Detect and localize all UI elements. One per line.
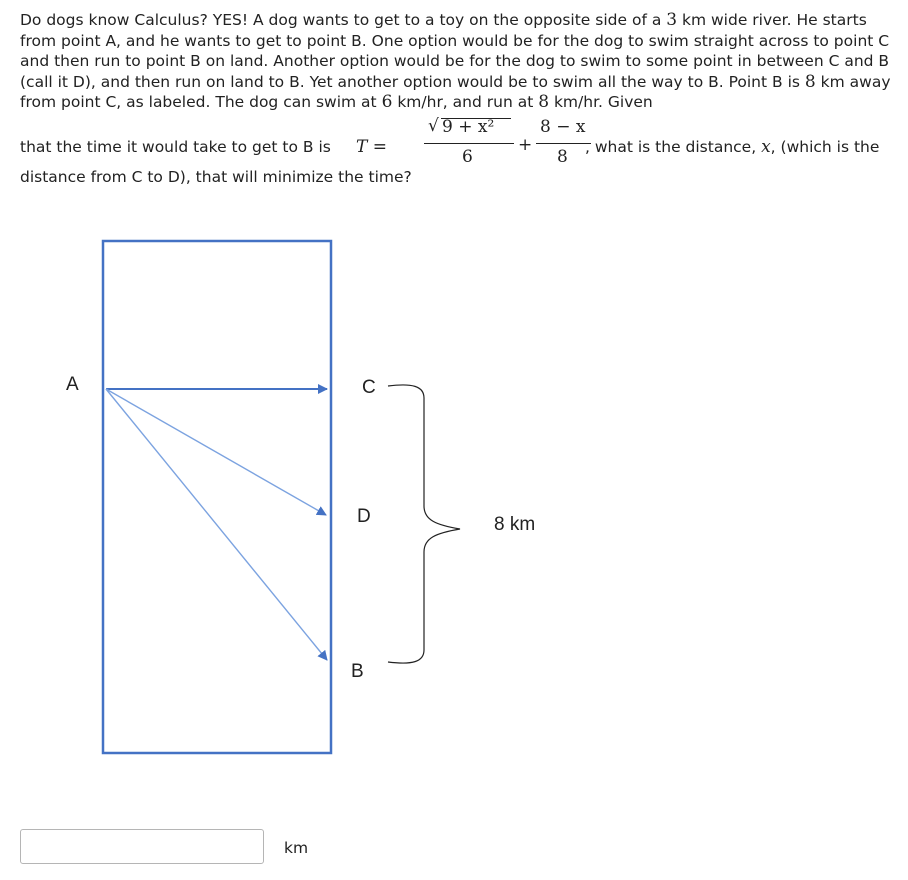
question-segment: km away from point C, as labeled. The dog can swim at bbox=[20, 72, 891, 112]
formula-trail-segment: , what is the distance, bbox=[585, 137, 762, 156]
sqrt-symbol: √ bbox=[428, 115, 439, 136]
formula-denominator-2: 8 bbox=[557, 146, 568, 167]
path-a-to-d bbox=[106, 389, 326, 515]
swim-speed-value: 6 bbox=[381, 92, 393, 113]
formula-radicand: 9 + x² bbox=[442, 116, 495, 137]
river-rectangle bbox=[103, 241, 331, 753]
variable-x: x bbox=[761, 136, 771, 157]
formula-lead-text: that the time it would take to get to B is bbox=[20, 137, 331, 156]
question-segment: km/hr, and run at bbox=[392, 93, 539, 112]
label-b: B bbox=[351, 661, 364, 682]
label-d: D bbox=[357, 506, 371, 527]
brace-c-to-b bbox=[388, 385, 460, 663]
formula-trail-segment: , (which is the bbox=[770, 137, 880, 156]
river-width-value: 3 bbox=[666, 10, 678, 30]
question-segment: km/hr. Given bbox=[549, 93, 653, 112]
question-segment: km wide river. He starts from point A, and he wants to get to point B. One option would be for the dog to swim straight across to point C and then run to point B on land. Another option would be for the dog to swim to some point in between C and B (call it D), and then run on land to B. Yet another option would be to swim all the way to B. Point B is bbox=[20, 11, 890, 91]
answer-input[interactable] bbox=[20, 829, 264, 864]
question-segment: Do dogs know Calculus? YES! A dog wants to get to a toy on the opposite side of a bbox=[20, 11, 667, 29]
run-speed-value: 8 bbox=[538, 92, 550, 113]
distance-label: 8 km bbox=[494, 514, 536, 535]
formula-lhs: T = bbox=[356, 136, 387, 157]
unit-label: km bbox=[284, 839, 309, 857]
cb-distance-value: 8 bbox=[804, 71, 816, 92]
question-tail: distance from C to D), that will minimize the time? bbox=[20, 168, 412, 186]
label-a: A bbox=[66, 374, 79, 395]
formula-denominator-1: 6 bbox=[462, 146, 473, 167]
formula-numerator-2: 8 − x bbox=[540, 116, 586, 137]
label-c: C bbox=[362, 377, 376, 398]
path-a-to-b bbox=[106, 389, 327, 660]
formula-plus: + bbox=[518, 134, 533, 155]
